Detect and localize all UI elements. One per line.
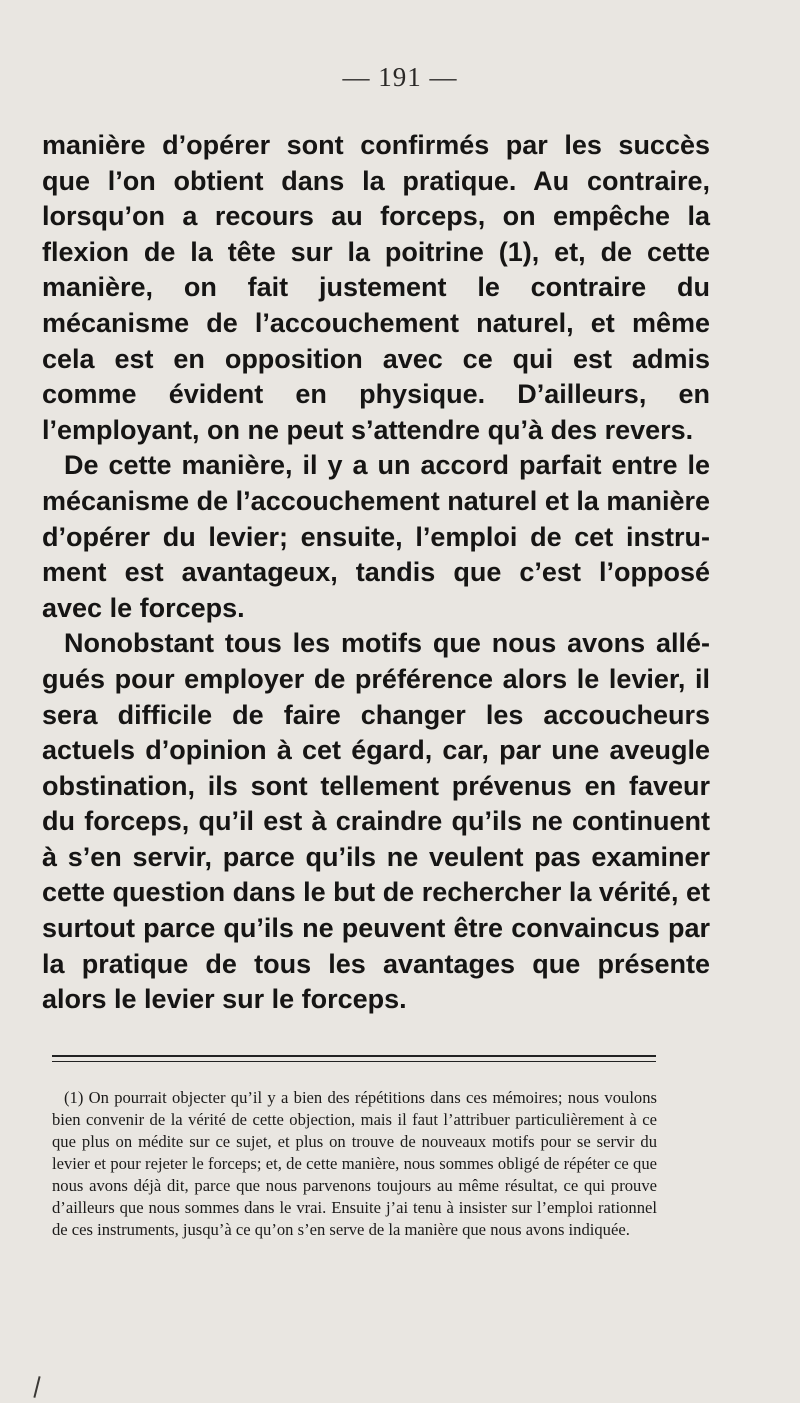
paragraph: De cette manière, il y a un accord parfait entre le mécanisme de l’accouchement naturel et la manière d’opérer du levier; ensuite, l’emploi de cet instrument est avantageux, tandis que c’est l’opposé avec le forceps. [42,450,710,623]
page-number: — 191 — [342,62,458,92]
main-text [42,128,710,1018]
footnote-separator [52,1055,656,1057]
paragraph: manière d’opérer sont confirmés par les succès que l’on obtient dans la pratique. Au contraire, lorsqu’on a recours au forceps, on empêche la flexion de la tête sur la poitrine (1), et, de cette manière, on fait justement le contraire du mécanisme de l’accouchement naturel, et même cela est en opposition avec ce qui est admis comme évident en physique. D’ailleurs, en l’employant, on ne peut s’attendre qu’à des revers. [42,130,710,445]
footnote-text: (1) On pourrait objecter qu’il y a bien des répétitions dans ces mémoires; nous voulons bien convenir de la vérité de cette objection, mais il faut l’attribuer particulièrement à ce que plus on médite sur ce sujet, et plus on trouve de nouveaux motifs pour se servir du levier et pour rejeter le forceps; et, de cette manière, nous sommes obligé de répéter ce que nous avons déjà dit, parce que nous parvenons toujours au même résultat, ce qui prouve d’ailleurs que nous sommes dans le vrai. Ensuite j’ai tenu à insister sur l’emploi rationnel de ces instruments, jusqu’à ce qu’on s’en serve de la manière que nous avons indiquée. [52,1088,657,1239]
paragraph: Nonobstant tous les motifs que nous avons allégués pour employer de préférence alors le levier, il sera difficile de faire changer les accoucheurs actuels d’opinion à cet égard, car, par une aveugle obstination, ils sont tellement prévenus en faveur du forceps, qu’il est à craindre qu’ils ne continuent à s’en servir, parce qu’ils ne veulent pas examiner cette question dans le but de rechercher la vérité, et surtout parce qu’ils ne peuvent être convaincus par la pratique de tous les avantages que présente alors le levier sur le forceps. [42,628,710,1015]
footnote-separator-thin [52,1061,656,1062]
footnote [52,1087,657,1241]
stray-ink-mark [33,1376,40,1398]
